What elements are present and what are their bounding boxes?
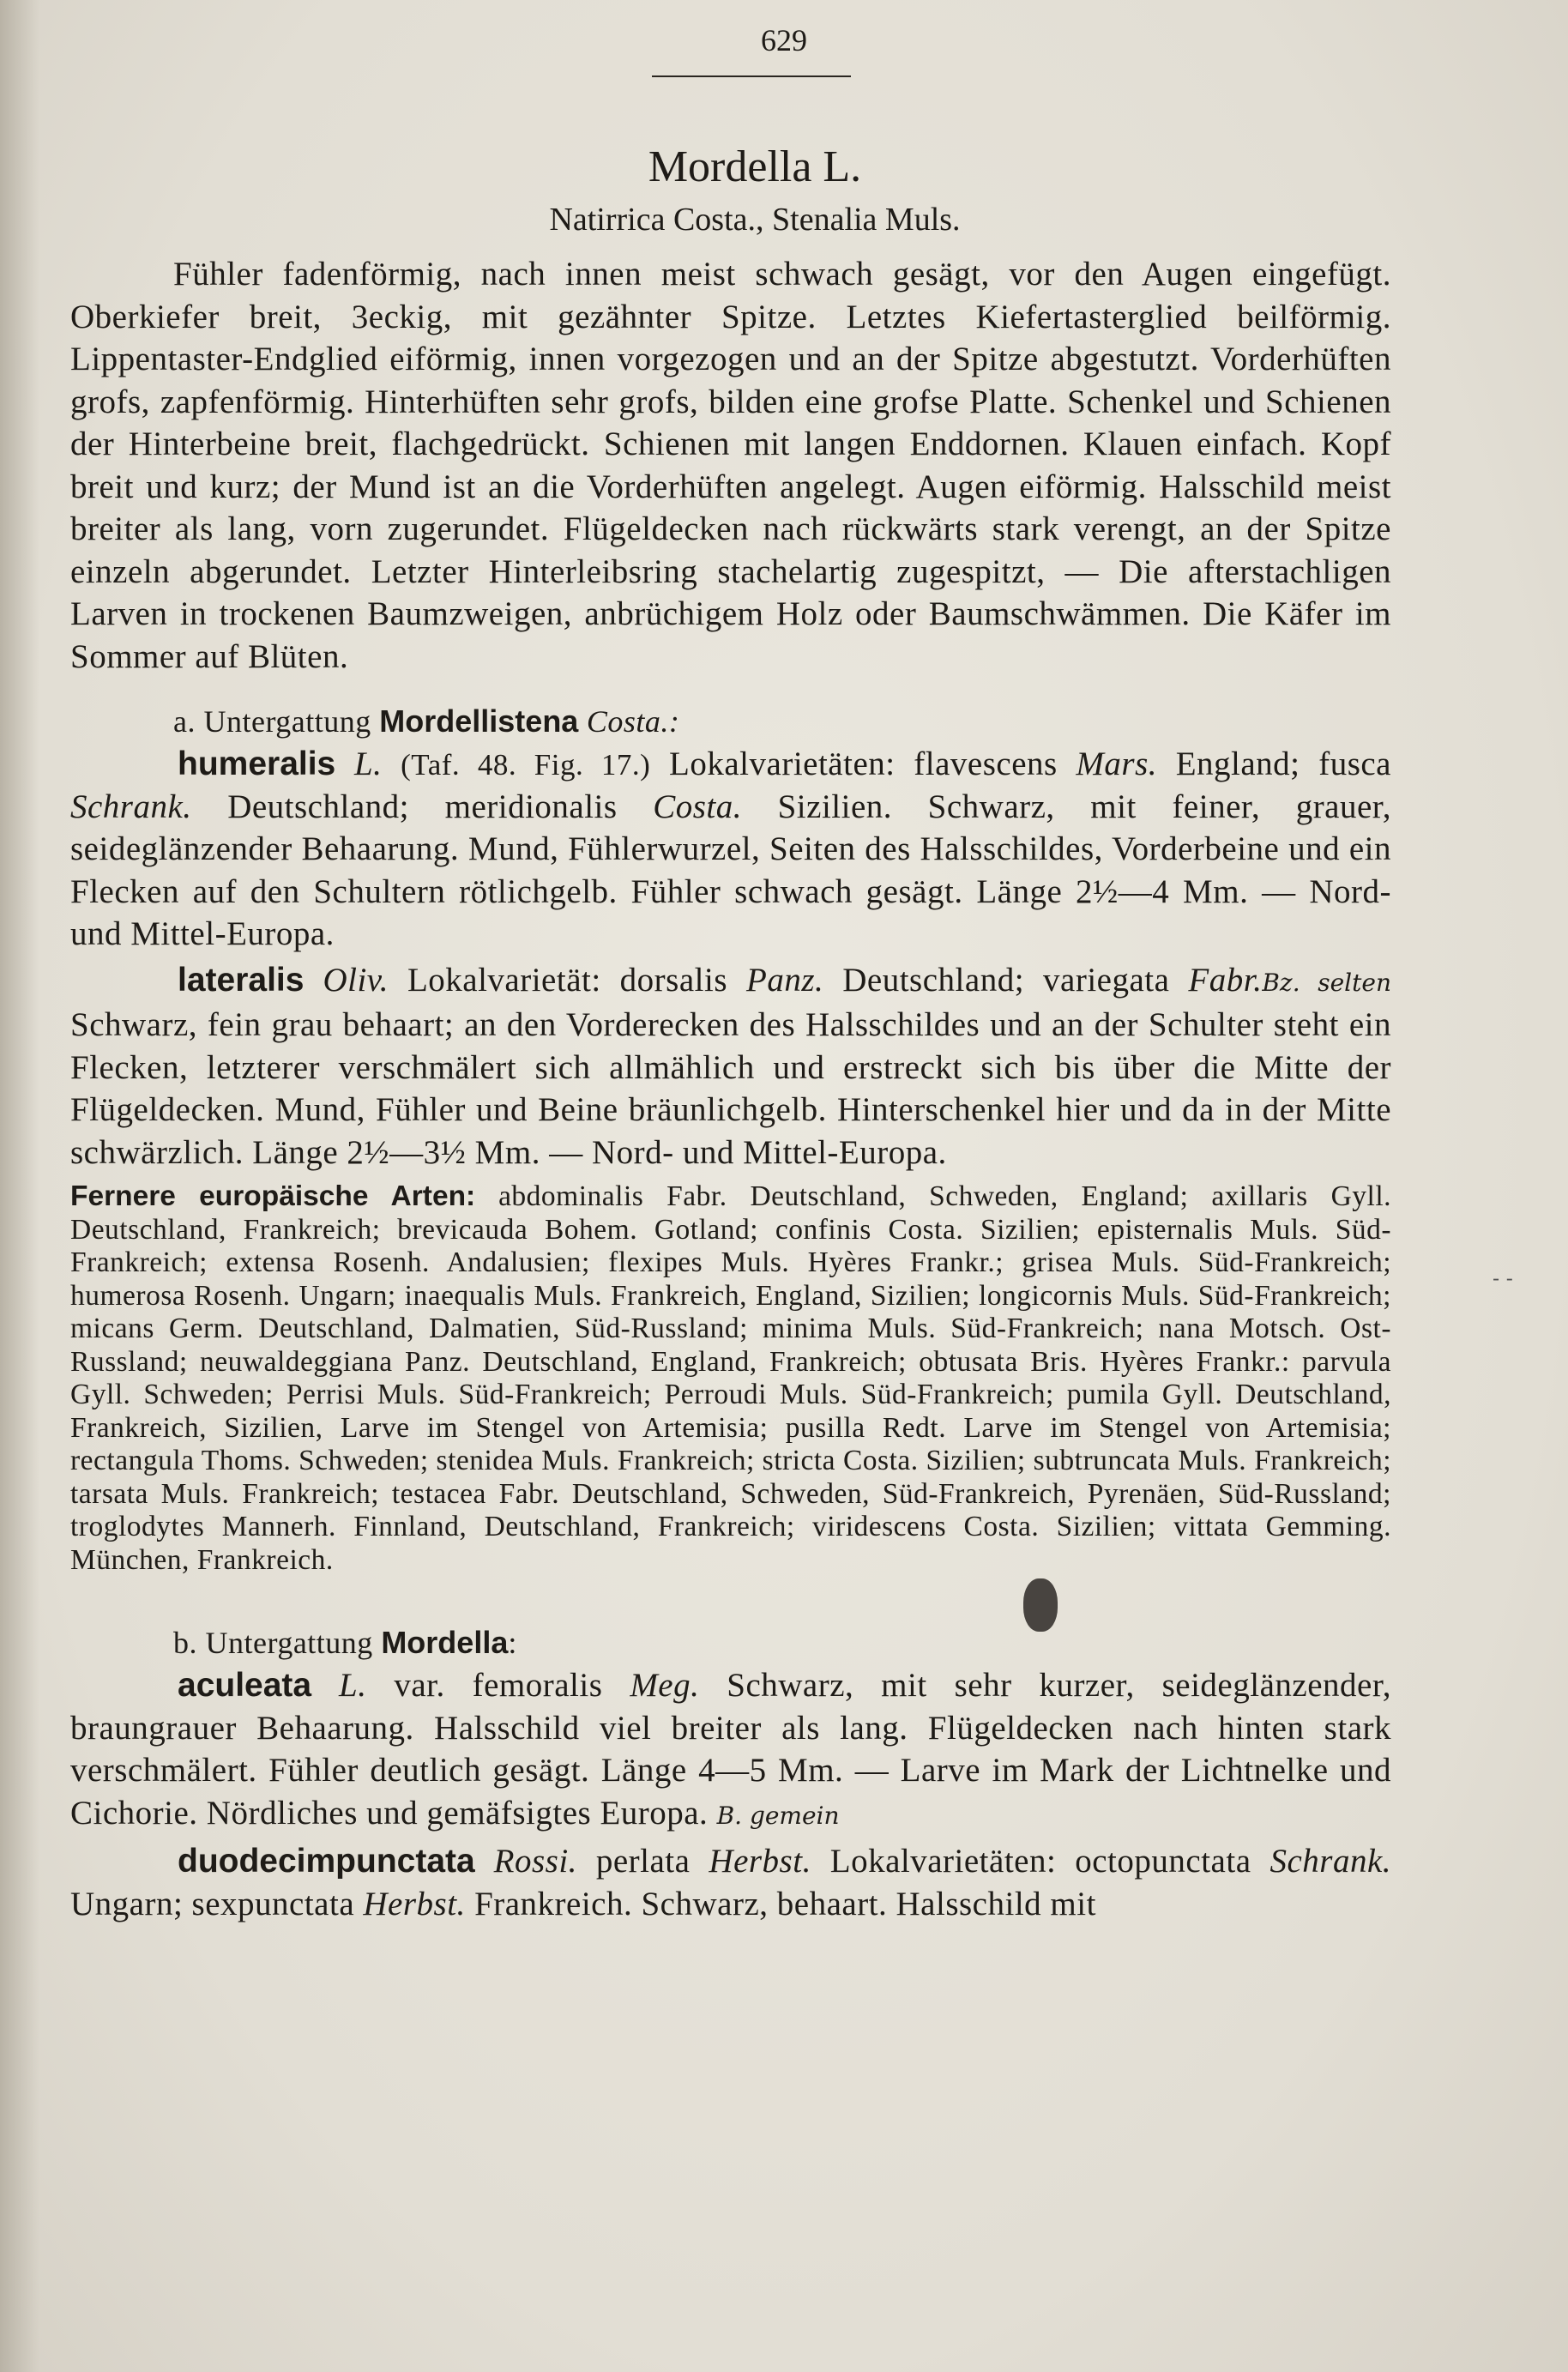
margin-mark: - - <box>1493 1266 1513 1290</box>
species-text: Deutschland; variegata <box>823 961 1189 999</box>
plate-reference: (Taf. 48. Fig. 17.) <box>401 748 651 782</box>
species-duodecimpunctata <box>70 1840 1391 1925</box>
species-text: Ungarn; sexpunctata <box>70 1885 364 1922</box>
variety-author: Herbst. <box>709 1843 811 1880</box>
species-name: humeralis <box>178 745 336 782</box>
variety-author: Schrank. <box>70 788 192 825</box>
handwritten-note: B. gemein <box>716 1801 840 1830</box>
variety-author: Herbst. <box>363 1885 466 1922</box>
species-text: Lokalvarietäten: flavescens <box>669 745 1076 782</box>
species-text: England; fusca <box>1157 745 1391 782</box>
subgenus-b-name: Mordella <box>381 1625 509 1660</box>
genus-title: Mordella L. <box>648 142 862 191</box>
subgenus-b-prefix: b. Untergattung <box>173 1626 382 1660</box>
species-author: Oliv. <box>323 961 389 999</box>
species-text: perlata <box>576 1843 709 1880</box>
species-name: lateralis <box>178 961 305 999</box>
page-body <box>70 253 1391 1925</box>
subgenus-a-heading <box>70 703 1391 739</box>
other-species-label: Fernere europäische Arten: <box>70 1180 476 1212</box>
page-number-rule <box>652 75 851 77</box>
variety-author: Mars. <box>1076 745 1157 782</box>
other-species-list: abdominalis Fabr. Deutschland, Schweden, England; axillaris Gyll. Deutschland, Frankreich; brevicauda Bohem. Gotland; confinis Costa. Sizilien; episternalis Muls. Süd-Frankreich; extensa Rosenh. Andalusien; flexipes Muls. Hyères Frankr.; grisea Muls. Süd-Frankreich; humerosa Rosenh. Ungarn; inaequalis Muls. Frankreich, England, Sizilien; longicornis Muls. Süd-Frankreich; micans Germ. Deutschland, Dalmatien, Süd-Russland; minima Muls. Süd-Frankreich; nana Motsch. Ost-Russland; neuwaldeggiana Panz. Deutschland, England, Frankreich; obtusata Bris. Hyères Frankr.: parvula Gyll. Schweden; Perrisi Muls. Süd-Frankreich; Perroudi Muls. Süd-Frankreich; pumila Gyll. Deutschland, Frankreich, Sizilien, Larve im Stengel von Artemisia; pusilla Redt. Larve im Stengel von Artemisia; rectangula Thoms. Schweden; stenidea Muls. Frankreich; stricta Costa. Sizilien; subtruncata Muls. Frankreich; tarsata Muls. Frankreich; testacea Fabr. Deutschland, Schweden, Süd-Frankreich, Pyrenäen, Süd-Russland; troglodytes Mannerh. Finnland, Deutschland, Frankreich; viridescens Costa. Sizilien; vittata Gemming. München, Frankreich. <box>70 1180 1392 1576</box>
species-text: Lokalvarietät: dorsalis <box>388 961 746 999</box>
section-spacer <box>70 1577 1391 1599</box>
species-text: Lokalvarietäten: octopunctata <box>811 1843 1270 1880</box>
species-author: L. <box>353 745 383 782</box>
variety-author: Meg. <box>630 1667 700 1704</box>
species-text: var. femoralis <box>366 1667 630 1704</box>
species-text: Sizilien. Schwarz, mit feiner, grauer, seideglänzender Behaarung. Mund, Fühlerwurzel, Seiten des Halsschildes, Vorderbeine und ein Flecken auf den Schultern rötlichgelb. Fühler schwach gesägt. Länge 2½—4 Mm. — Nord- und Mittel-Europa. <box>70 788 1391 952</box>
variety-author: Fabr. <box>1188 961 1263 999</box>
species-text: Schwarz, mit sehr kurzer, seideglänzender, braungrauer Behaarung. Halsschild viel breiter als lang. Flügeldecken nach hinten stark verschmälert. Fühler deutlich gesägt. Länge 4—5 Mm. — Larve im Mark der Lichtnelke und Cichorie. Nördliches und gemäfsigtes Europa. <box>70 1667 1391 1832</box>
handwritten-note: Bz. selten <box>1262 968 1391 997</box>
variety-author: Schrank. <box>1269 1843 1392 1880</box>
subgenus-b-heading <box>70 1625 1391 1661</box>
subgenus-a-author: Costa.: <box>586 704 680 739</box>
species-name: aculeata <box>178 1667 312 1704</box>
species-humeralis <box>70 743 1391 956</box>
subgenus-a-name: Mordellistena <box>379 703 579 739</box>
species-author: Rossi. <box>493 1843 577 1880</box>
species-text: Schwarz, fein grau behaart; an den Vorderecken des Halsschildes und an der Schulter steht ein Flecken, letzterer verschmälert sich allmählich und erstreckt sich bis über die Mitte der Flügeldecken. Mund, Fühler und Beine bräunlichgelb. Hinterschenkel hier und da in der Mitte schwärzlich. Länge 2½—3½ Mm. — Nord- und Mittel-Europa. <box>70 1006 1391 1171</box>
ink-blot <box>1023 1578 1058 1632</box>
variety-author: Panz. <box>746 961 824 999</box>
species-aculeata <box>70 1664 1391 1837</box>
page-spine-shadow <box>0 0 39 2372</box>
species-text: Deutschland; meridionalis <box>191 788 654 825</box>
subgenus-a-prefix: a. Untergattung <box>173 704 380 739</box>
other-european-species <box>70 1180 1391 1577</box>
subgenus-b-suffix: : <box>508 1626 517 1660</box>
page-number: 629 <box>761 23 807 57</box>
genus-description: Fühler fadenförmig, nach innen meist schwach gesägt, vor den Augen eingefügt. Oberkiefer breit, 3eckig, mit gezähnter Spitze. Letztes Kiefertasterglied beilförmig. Lippentaster-Endglied eiförmig, innen vorgezogen und an der Spitze abgestutzt. Vorderhüften grofs, zapfenförmig. Hinterhüften sehr grofs, bilden eine grofse Platte. Schenkel und Schienen der Hinterbeine breit, flachgedrückt. Schienen mit langen Enddornen. Klauen einfach. Kopf breit und kurz; der Mund ist an die Vorderhüften angelegt. Augen eiförmig. Halsschild meist breiter als lang, vorn zugerundet. Flügeldecken nach rückwärts stark verengt, an der Spitze einzeln abgerundet. Letzter Hinterleibsring stachelartig zugespitzt, — Die afterstachligen Larven in trockenen Baumzweigen, anbrüchigem Holz oder Baumschwämmen. Die Käfer im Sommer auf Blüten. <box>70 256 1391 675</box>
species-text: Frankreich. Schwarz, behaart. Halsschild mit <box>465 1885 1096 1922</box>
species-author: L. <box>339 1667 367 1704</box>
species-name: duodecimpunctata <box>178 1843 475 1880</box>
variety-author: Costa. <box>653 788 742 825</box>
species-lateralis <box>70 959 1391 1174</box>
genus-synonyms: Natirrica Costa., Stenalia Muls. <box>549 202 961 238</box>
